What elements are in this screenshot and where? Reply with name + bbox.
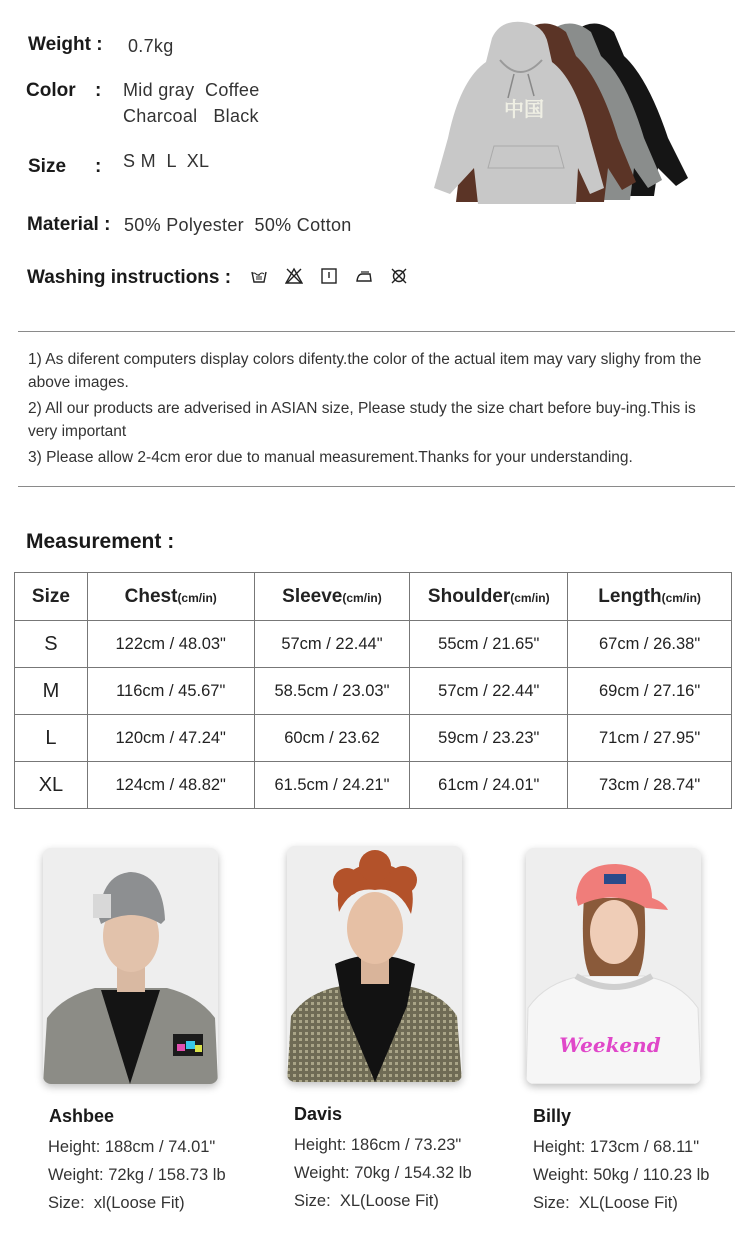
- iron-icon: [355, 267, 373, 285]
- tumble-dry-icon: [320, 267, 338, 285]
- header-chest: Chest(cm/in): [87, 573, 254, 621]
- size-chart-header-row: [15, 573, 732, 621]
- header-sleeve: Sleeve(cm/in): [254, 573, 410, 621]
- model-size-billy: Size: XL(Loose Fit): [533, 1194, 678, 1212]
- size-cell: XL: [15, 762, 88, 809]
- model-size-davis: Size: XL(Loose Fit): [294, 1192, 439, 1210]
- chest-cell: 124cm / 48.82": [87, 762, 254, 809]
- note-2: 2) All our products are adverised in ASIAN size, Please study the size chart before buy-ing.This is very important: [28, 400, 696, 440]
- no-dry-clean-icon: [390, 267, 408, 285]
- model-height-davis: Height: 186cm / 73.23": [294, 1136, 462, 1154]
- washing-icons: [250, 267, 408, 285]
- notes-block: [28, 348, 728, 472]
- material-value: 50% Polyester 50% Cotton: [124, 215, 352, 235]
- size-cell: L: [15, 715, 88, 762]
- size-label: Size: [28, 156, 67, 177]
- divider-top: [18, 331, 735, 332]
- model-photo-ashbee: [43, 848, 218, 1084]
- length-cell: 69cm / 27.16": [568, 668, 732, 715]
- model-size-ashbee: Size: xl(Loose Fit): [48, 1194, 185, 1212]
- length-cell: 71cm / 27.95": [568, 715, 732, 762]
- header-shoulder: Shoulder(cm/in): [410, 573, 568, 621]
- shoulder-cell: 61cm / 24.01": [410, 762, 568, 809]
- table-row: [15, 762, 732, 809]
- model-photo-billy: [526, 848, 701, 1084]
- shirt-print-text: Weekend: [559, 1033, 661, 1057]
- model-name-davis: Davis: [294, 1104, 343, 1124]
- no-bleach-icon: [285, 267, 303, 285]
- model-weight-davis: Weight: 70kg / 154.32 lb: [294, 1164, 472, 1182]
- size-cell: S: [15, 621, 88, 668]
- measurement-title: Measurement :: [26, 530, 175, 553]
- model-height-ashbee: Height: 188cm / 74.01": [48, 1138, 216, 1156]
- model-name-ashbee: Ashbee: [49, 1106, 115, 1126]
- chest-cell: 116cm / 45.67": [87, 668, 254, 715]
- color-label: Color: [26, 80, 76, 101]
- hoodie-chest-print: 中国: [504, 97, 544, 121]
- color-values-line1: Mid gray Coffee: [123, 80, 260, 100]
- model-name-billy: Billy: [533, 1106, 572, 1126]
- sleeve-cell: 58.5cm / 23.03": [254, 668, 410, 715]
- model-photo-davis: [287, 846, 462, 1082]
- note-1: 1) As diferent computers display colors difenty.the color of the actual item may vary slighy from the above images.: [28, 351, 702, 391]
- table-row: [15, 668, 732, 715]
- table-row: [15, 715, 732, 762]
- hoodie-color-variants-image: [426, 18, 698, 208]
- chest-cell: 120cm / 47.24": [87, 715, 254, 762]
- table-row: [15, 621, 732, 668]
- shoulder-cell: 57cm / 22.44": [410, 668, 568, 715]
- hand-wash-icon: [250, 267, 268, 285]
- sleeve-cell: 60cm / 23.62: [254, 715, 410, 762]
- size-chart-table: [14, 572, 732, 809]
- chest-cell: 122cm / 48.03": [87, 621, 254, 668]
- header-size: Size: [15, 573, 88, 621]
- note-3: 3) Please allow 2-4cm eror due to manual measurement.Thanks for your understanding.: [28, 449, 633, 466]
- size-values: S M L XL: [123, 151, 210, 171]
- washing-label: Washing instructions :: [27, 267, 232, 288]
- shoulder-cell: 59cm / 23.23": [410, 715, 568, 762]
- sleeve-cell: 57cm / 22.44": [254, 621, 410, 668]
- model-height-billy: Height: 173cm / 68.11": [533, 1138, 700, 1156]
- weight-value: 0.7kg: [128, 36, 174, 56]
- length-cell: 67cm / 26.38": [568, 621, 732, 668]
- divider-bottom: [18, 486, 735, 487]
- header-length: Length(cm/in): [568, 573, 732, 621]
- model-weight-billy: Weight: 50kg / 110.23 lb: [533, 1166, 710, 1184]
- model-weight-ashbee: Weight: 72kg / 158.73 lb: [48, 1166, 226, 1184]
- material-label: Material :: [27, 214, 111, 235]
- color-values-line2: Charcoal Black: [123, 106, 259, 126]
- color-colon: :: [95, 80, 102, 101]
- sleeve-cell: 61.5cm / 24.21": [254, 762, 410, 809]
- size-cell: M: [15, 668, 88, 715]
- length-cell: 73cm / 28.74": [568, 762, 732, 809]
- shoulder-cell: 55cm / 21.65": [410, 621, 568, 668]
- weight-label: Weight :: [28, 34, 103, 55]
- size-colon: :: [95, 156, 102, 177]
